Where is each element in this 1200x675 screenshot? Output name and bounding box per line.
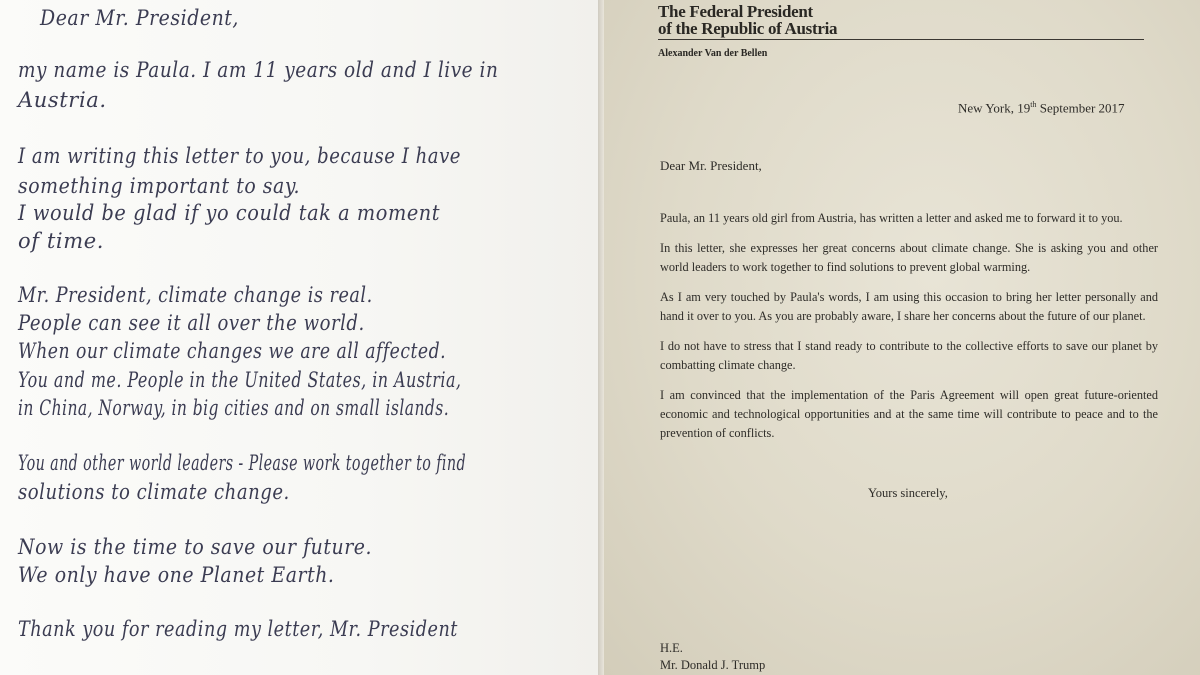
handwritten-line: When our climate changes we are all affected. [18, 339, 447, 363]
handwritten-line: I am writing this letter to you, because I have [18, 144, 461, 168]
handwritten-line: of time. [18, 229, 105, 253]
handwritten-line: in China, Norway, in big cities and on small islands. [18, 396, 450, 420]
letter-paragraph: I am convinced that the implementation of the Paris Agreement will open great future-oriented economic and technological opportunities and at the same time will contribute to peace and to the prevention of conflicts. [660, 388, 1158, 440]
handwritten-line: something important to say. [18, 174, 301, 198]
typed-salutation: Dear Mr. President, [660, 158, 762, 173]
handwritten-line: I would be glad if yo could tak a moment [18, 201, 441, 225]
handwritten-line: my name is Paula. I am 11 years old and I live in [18, 58, 499, 82]
handwritten-line: You and other world leaders - Please work together to find [18, 451, 467, 475]
handwritten-line: Thank you for reading my letter, Mr. President [18, 617, 458, 641]
addressee-name: Mr. Donald J. Trump [660, 658, 766, 672]
handwritten-line: We only have one Planet Earth. [18, 563, 335, 587]
letter-paragraph: Paula, an 11 years old girl from Austria, has written a letter and asked me to forward it to you. [660, 211, 1123, 225]
addressee-honorific: H.E. [660, 641, 683, 655]
date-prefix: New York, 19 [958, 100, 1031, 116]
handwritten-line: People can see it all over the world. [18, 311, 365, 335]
handwritten-line: Austria. [18, 88, 107, 112]
letterhead-title-line1: The Federal President [658, 2, 813, 21]
letter-paragraph: In this letter, she expresses her great concerns about climate change. She is asking you and other world leaders to work together to find solutions to prevent global warming. [660, 241, 1158, 274]
handwritten-salutation: Dear Mr. President, [40, 6, 239, 30]
typed-letter-page [604, 0, 1200, 675]
letterhead-rule [658, 39, 1144, 40]
handwritten-line: Now is the time to save our future. [18, 535, 373, 559]
handwritten-letter-page [0, 0, 598, 675]
letter-date [958, 100, 1125, 116]
letter-paragraph: As I am very touched by Paula's words, I am using this occasion to bring her letter personally and hand it over to you. As you are probably aware, I share her concerns about the future of our planet. [660, 290, 1158, 323]
letterhead-name: Alexander Van der Bellen [658, 48, 768, 59]
date-ordinal: th [1030, 100, 1037, 109]
handwritten-line: Mr. President, climate change is real. [18, 283, 373, 307]
letterhead-title-line2: of the Republic of Austria [658, 19, 838, 38]
handwritten-line: solutions to climate change. [18, 480, 290, 504]
letterhead-title [658, 3, 837, 37]
handwritten-line: You and me. People in the United States, in Austria, [18, 368, 462, 392]
letter-closing: Yours sincerely, [868, 486, 948, 500]
letter-paragraph: I do not have to stress that I stand ready to contribute to the collective efforts to save our planet by combatting climate change. [660, 339, 1158, 372]
date-rest: September 2017 [1036, 100, 1125, 116]
letter-body [660, 209, 1158, 454]
